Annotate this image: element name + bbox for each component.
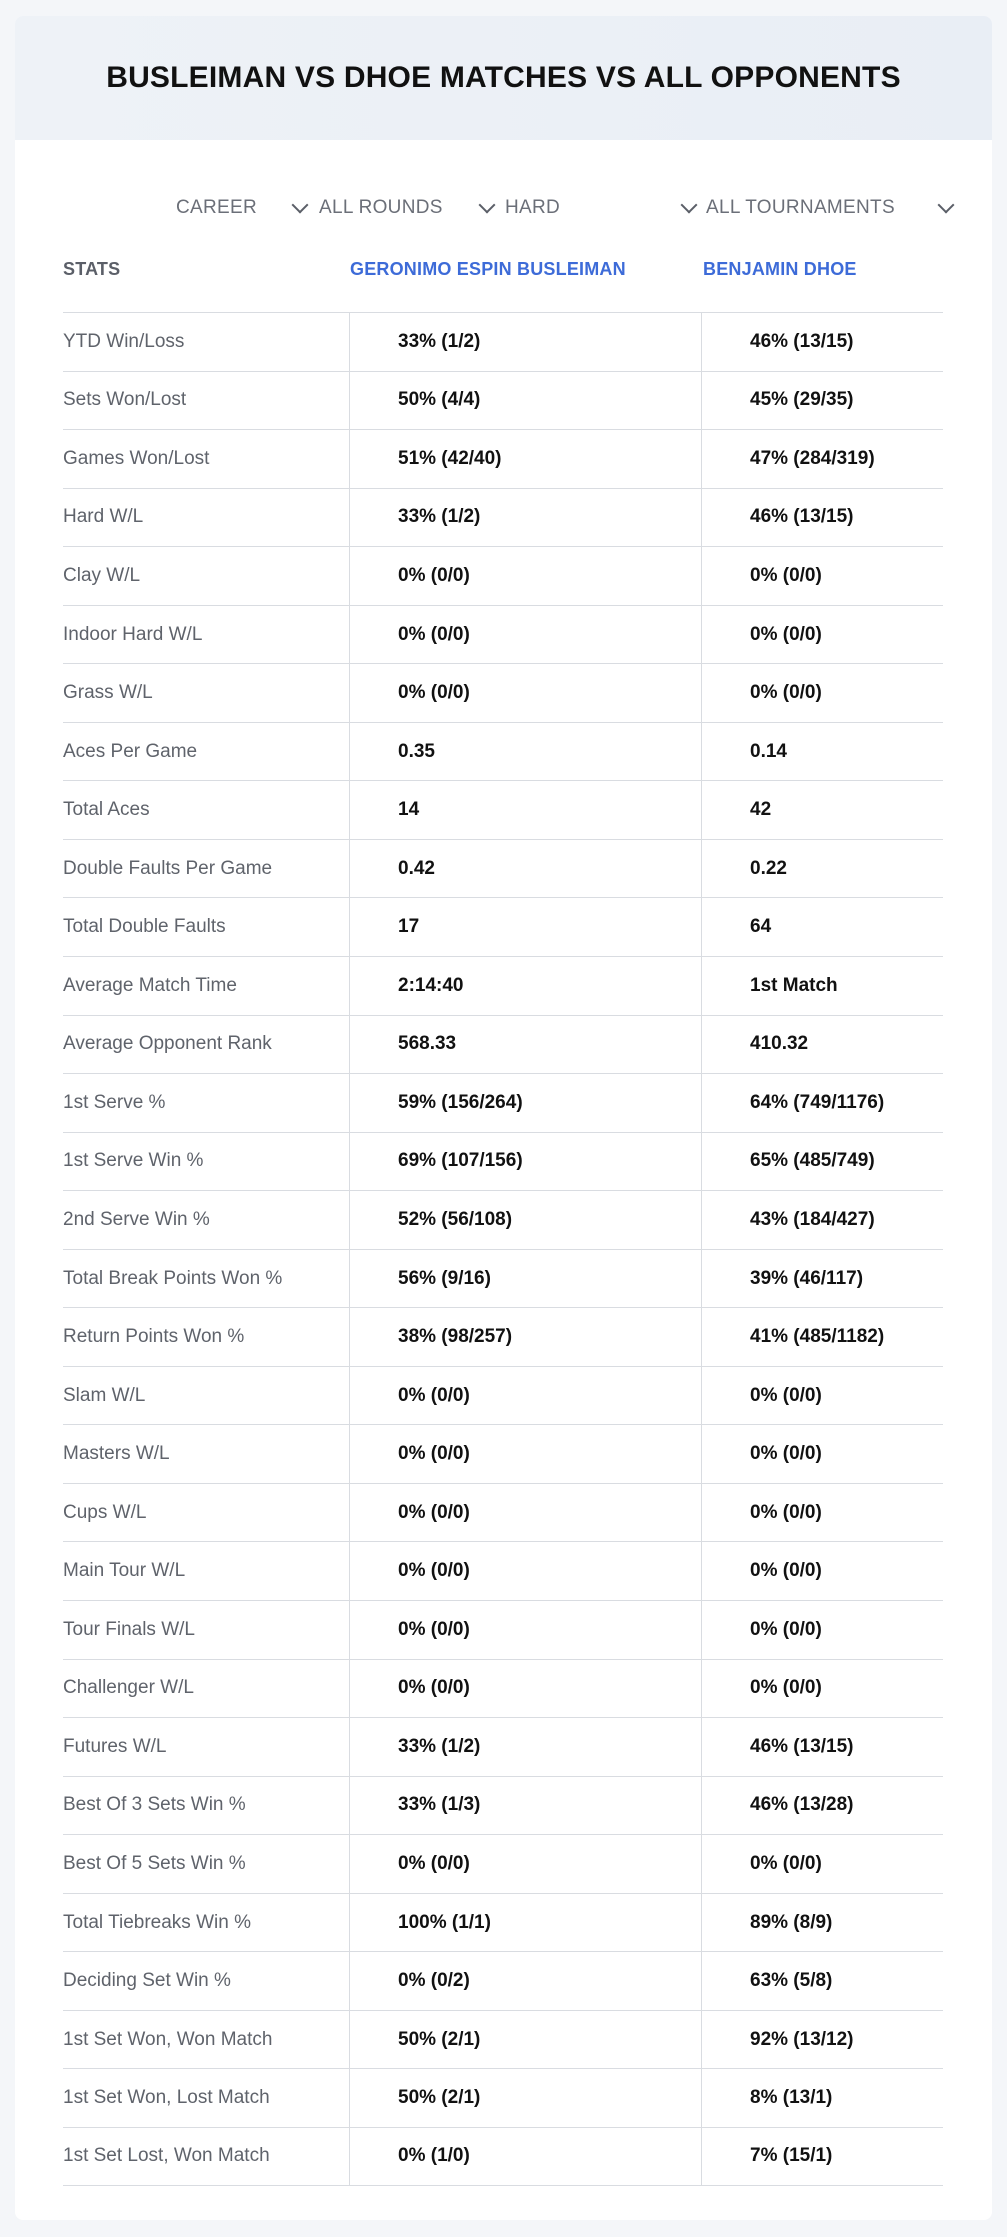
table-row	[63, 1073, 943, 1132]
chevron-down-icon	[479, 197, 496, 214]
tournaments-filter-label: ALL TOURNAMENTS	[706, 197, 895, 218]
player2-stat-value: 0% (0/0)	[701, 1601, 943, 1659]
stat-label: Cups W/L	[63, 1501, 147, 1523]
player1-stat-value: 33% (1/2)	[349, 313, 701, 371]
stat-label: Best Of 5 Sets Win %	[63, 1852, 246, 1874]
player1-stat-value: 100% (1/1)	[349, 1894, 701, 1952]
career-filter-label: CAREER	[176, 197, 257, 218]
player2-stat-value: 64% (749/1176)	[701, 1074, 943, 1132]
table-row	[63, 722, 943, 781]
surface-filter-dropdown[interactable]	[505, 188, 701, 228]
player2-stat-value: 46% (13/15)	[701, 1718, 943, 1776]
stat-label: Average Opponent Rank	[63, 1033, 272, 1055]
player2-stat-value: 46% (13/15)	[701, 313, 943, 371]
player1-stat-value: 0% (1/0)	[349, 2128, 701, 2185]
stat-label: Tour Finals W/L	[63, 1618, 195, 1640]
stat-label: Challenger W/L	[63, 1677, 194, 1699]
player1-stat-value: 50% (2/1)	[349, 2069, 701, 2127]
player2-stat-value: 0% (0/0)	[701, 1835, 943, 1893]
player1-stat-value: 0% (0/0)	[349, 1601, 701, 1659]
player1-stat-value: 50% (4/4)	[349, 372, 701, 430]
table-row	[63, 897, 943, 956]
player1-stat-value: 0% (0/0)	[349, 1835, 701, 1893]
card-header	[15, 16, 992, 140]
player1-stat-value: 17	[349, 898, 701, 956]
player2-stat-value: 39% (46/117)	[701, 1250, 943, 1308]
table-row	[63, 371, 943, 430]
table-row	[63, 546, 943, 605]
player2-stat-value: 8% (13/1)	[701, 2069, 943, 2127]
player2-stat-value: 0% (0/0)	[701, 664, 943, 722]
stats-card	[15, 16, 992, 2220]
player2-stat-value: 64	[701, 898, 943, 956]
player2-stat-value: 0% (0/0)	[701, 547, 943, 605]
player1-stat-value: 56% (9/16)	[349, 1250, 701, 1308]
player1-stat-value: 568.33	[349, 1016, 701, 1074]
table-row	[63, 2010, 943, 2069]
rounds-filter-dropdown[interactable]	[319, 188, 499, 228]
surface-filter-label: HARD	[505, 197, 561, 218]
table-row	[63, 1132, 943, 1191]
table-row	[63, 1717, 943, 1776]
stat-label: Aces Per Game	[63, 740, 198, 762]
stat-label: Best Of 3 Sets Win %	[63, 1794, 246, 1816]
player2-stat-value: 41% (485/1182)	[701, 1308, 943, 1366]
stat-label: Deciding Set Win %	[63, 1970, 231, 1992]
player1-column-header[interactable]: GERONIMO ESPIN BUSLEIMAN	[350, 259, 626, 279]
player2-stat-value: 0% (0/0)	[701, 1660, 943, 1718]
stat-label: Hard W/L	[63, 506, 144, 528]
player1-stat-value: 0% (0/0)	[349, 1367, 701, 1425]
table-row	[63, 1600, 943, 1659]
player1-stat-value: 33% (1/2)	[349, 1718, 701, 1776]
stat-label: 1st Set Won, Won Match	[63, 2028, 273, 2050]
table-row	[63, 605, 943, 664]
player2-stat-value: 46% (13/28)	[701, 1777, 943, 1835]
player1-stat-value: 52% (56/108)	[349, 1191, 701, 1249]
stat-label: Masters W/L	[63, 1443, 170, 1465]
table-row	[63, 1307, 943, 1366]
player2-stat-value: 65% (485/749)	[701, 1133, 943, 1191]
player2-stat-value: 0.22	[701, 840, 943, 898]
stat-label: Total Double Faults	[63, 916, 226, 938]
stat-label: Sets Won/Lost	[63, 389, 187, 411]
stat-label: Average Match Time	[63, 974, 237, 996]
tournaments-filter-dropdown[interactable]	[706, 188, 958, 228]
stat-label: Total Break Points Won %	[63, 1267, 283, 1289]
table-row	[63, 1659, 943, 1718]
player1-stat-value: 0% (0/0)	[349, 1484, 701, 1542]
stat-label: Futures W/L	[63, 1735, 167, 1757]
player2-stat-value: 89% (8/9)	[701, 1894, 943, 1952]
player2-stat-value: 63% (5/8)	[701, 1952, 943, 2010]
table-row	[63, 1483, 943, 1542]
player2-stat-value: 0% (0/0)	[701, 1484, 943, 1542]
table-row	[63, 2068, 943, 2127]
stat-label: Slam W/L	[63, 1384, 146, 1406]
stat-label: 1st Serve Win %	[63, 1150, 204, 1172]
table-row	[63, 312, 943, 371]
player2-stat-value: 43% (184/427)	[701, 1191, 943, 1249]
chevron-down-icon	[938, 197, 955, 214]
table-row	[63, 1190, 943, 1249]
player1-stat-value: 50% (2/1)	[349, 2011, 701, 2069]
table-row	[63, 663, 943, 722]
table-row	[63, 956, 943, 1015]
player1-stat-value: 38% (98/257)	[349, 1308, 701, 1366]
player2-stat-value: 410.32	[701, 1016, 943, 1074]
table-row	[63, 429, 943, 488]
player2-stat-value: 0% (0/0)	[701, 606, 943, 664]
player1-stat-value: 0% (0/0)	[349, 664, 701, 722]
stat-label: Indoor Hard W/L	[63, 623, 203, 645]
stat-label: 1st Serve %	[63, 1091, 166, 1113]
filter-bar	[15, 188, 992, 228]
player2-stat-value: 45% (29/35)	[701, 372, 943, 430]
career-filter-dropdown[interactable]	[176, 188, 312, 228]
player2-stat-value: 0.14	[701, 723, 943, 781]
stat-label: 2nd Serve Win %	[63, 1208, 210, 1230]
player2-column-header[interactable]: BENJAMIN DHOE	[703, 259, 857, 279]
player1-stat-value: 0% (0/0)	[349, 1425, 701, 1483]
player1-stat-value: 14	[349, 781, 701, 839]
table-row	[63, 1424, 943, 1483]
table-row	[63, 488, 943, 547]
table-row	[63, 780, 943, 839]
table-row	[63, 1893, 943, 1952]
table-row	[63, 1015, 943, 1074]
page-title: BUSLEIMAN VS DHOE MATCHES VS ALL OPPONENTS	[106, 61, 901, 94]
player2-stat-value: 92% (13/12)	[701, 2011, 943, 2069]
table-row	[63, 1366, 943, 1425]
player1-stat-value: 59% (156/264)	[349, 1074, 701, 1132]
player2-stat-value: 0% (0/0)	[701, 1425, 943, 1483]
player2-stat-value: 42	[701, 781, 943, 839]
player1-stat-value: 0% (0/0)	[349, 547, 701, 605]
player2-stat-value: 46% (13/15)	[701, 489, 943, 547]
stat-label: Games Won/Lost	[63, 447, 210, 469]
stat-label: Total Tiebreaks Win %	[63, 1911, 251, 1933]
table-row	[63, 2127, 943, 2186]
table-row	[63, 839, 943, 898]
player1-stat-value: 0% (0/0)	[349, 1660, 701, 1718]
stats-table-body	[63, 312, 943, 2186]
table-row	[63, 1249, 943, 1308]
stat-label: 1st Set Won, Lost Match	[63, 2087, 270, 2109]
chevron-down-icon	[681, 197, 698, 214]
player1-stat-value: 0% (0/2)	[349, 1952, 701, 2010]
stat-label: Main Tour W/L	[63, 1560, 186, 1582]
stat-label: Clay W/L	[63, 564, 141, 586]
player1-stat-value: 0.35	[349, 723, 701, 781]
player1-stat-value: 33% (1/2)	[349, 489, 701, 547]
rounds-filter-label: ALL ROUNDS	[319, 197, 443, 218]
player1-stat-value: 0% (0/0)	[349, 1542, 701, 1600]
stat-label: YTD Win/Loss	[63, 330, 185, 352]
table-row	[63, 1951, 943, 2010]
table-row	[63, 1834, 943, 1893]
player1-stat-value: 0% (0/0)	[349, 606, 701, 664]
stat-label: Total Aces	[63, 799, 150, 821]
player2-stat-value: 47% (284/319)	[701, 430, 943, 488]
stats-column-header: STATS	[63, 259, 121, 279]
stats-table-header	[63, 259, 943, 309]
stat-label: Grass W/L	[63, 682, 153, 704]
player1-stat-value: 69% (107/156)	[349, 1133, 701, 1191]
stat-label: 1st Set Lost, Won Match	[63, 2145, 270, 2167]
table-row	[63, 1776, 943, 1835]
player1-stat-value: 2:14:40	[349, 957, 701, 1015]
player2-stat-value: 0% (0/0)	[701, 1367, 943, 1425]
chevron-down-icon	[292, 197, 309, 214]
player1-stat-value: 33% (1/3)	[349, 1777, 701, 1835]
stat-label: Double Faults Per Game	[63, 857, 273, 879]
stat-label: Return Points Won %	[63, 1326, 245, 1348]
player2-stat-value: 7% (15/1)	[701, 2128, 943, 2185]
player1-stat-value: 0.42	[349, 840, 701, 898]
player2-stat-value: 0% (0/0)	[701, 1542, 943, 1600]
player2-stat-value: 1st Match	[701, 957, 943, 1015]
player1-stat-value: 51% (42/40)	[349, 430, 701, 488]
table-row	[63, 1541, 943, 1600]
